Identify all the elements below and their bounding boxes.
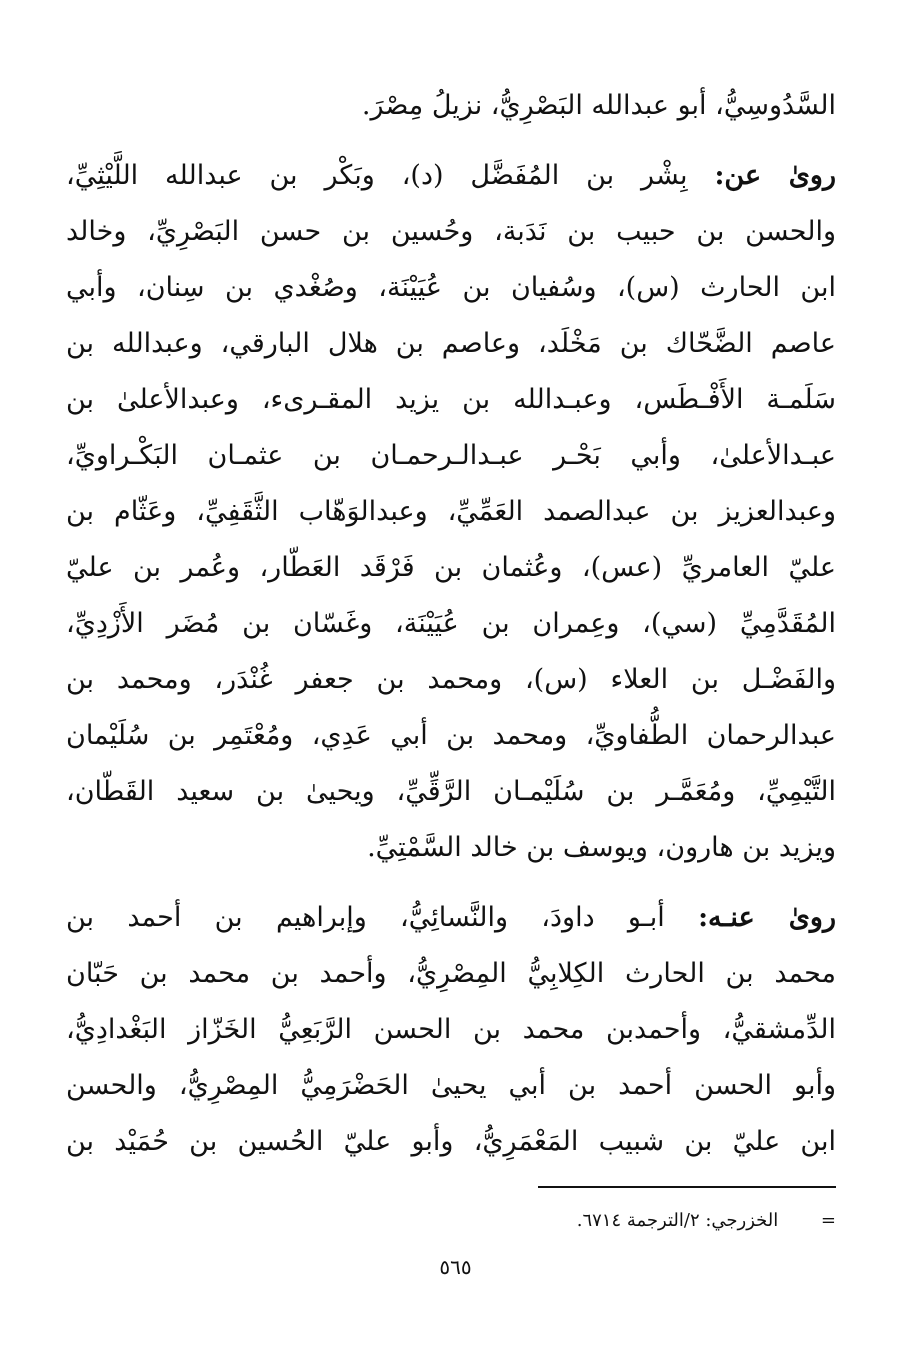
text-line: سَلَمـة الأَفْـطَس، وعبـدالله بن يزيد المقـرىء، وعبدالأعلىٰ بن	[66, 384, 836, 415]
narrated-from-line-10	[66, 652, 836, 708]
text-line: ابن الحارث (س)، وسُفيان بن عُيَيْنَة، وصُغْدي بن سِنان، وأبي	[66, 272, 836, 303]
narrated-from-line-8	[66, 540, 836, 596]
narrated-by-line-2	[66, 946, 836, 1002]
text-line: الدِّمشقيُّ، وأحمدبن محمد بن الحسن الرَّبَعِيُّ الخَزّاز البَغْدادِيُّ،	[66, 1014, 836, 1045]
text-line: عليّ العامريِّ (عس)، وعُثمان بن فَرْقَد العَطّار، وعُمر بن عليّ	[66, 552, 836, 583]
narrated-from-line-12	[66, 764, 836, 820]
text-line: والفَضْـل بن العلاء (س)، ومحمد بن جعفر غُنْدَر، ومحمد بن	[66, 664, 836, 695]
text-line: محمد بن الحارث الكِلابِيُّ المِصْرِيُّ، وأحمد بن محمد بن حَبّان	[66, 958, 836, 989]
narrated-from-line-13	[66, 820, 836, 876]
text-line: التَّيْمِيِّ، ومُعَمَّـر بن سُلَيْمـان الرَّقِّيِّ، ويحيىٰ بن سعيد القَطّان،	[66, 776, 836, 807]
footnote-marker: =	[820, 1210, 836, 1231]
footnote-text: الخزرجي: ٢/الترجمة ٦٧١٤.	[576, 1210, 779, 1231]
narrated-by-line-1	[66, 890, 836, 946]
text-line: ويزيد بن هارون، ويوسف بن خالد السَّمْتِيِّ.	[367, 832, 836, 863]
text-line: ابن عليّ بن شبيب المَعْمَرِيُّ، وأبو عليّ الحُسين بن حُمَيْد بن	[66, 1126, 836, 1157]
page-number: ٥٦٥	[439, 1255, 472, 1279]
text-line: المُقَدَّمِيِّ (سي)، وعِمران بن عُيَيْنَة، وغَسّان بن مُضَر الأَزْدِيِّ،	[66, 608, 836, 639]
text-line: وأبو الحسن أحمد بن أبي يحيىٰ الحَضْرَمِيُّ المِصْرِيُّ، والحسن	[66, 1070, 836, 1101]
narrated-by-line-5	[66, 1114, 836, 1170]
narrated-from-label: روىٰ عن:	[714, 160, 836, 191]
narrated-by-label: روىٰ عنـه:	[698, 902, 836, 933]
narrated-from-line-11	[66, 708, 836, 764]
narrated-from-line-4	[66, 316, 836, 372]
narrated-from-line-9	[66, 596, 836, 652]
narrated-from-line-2	[66, 204, 836, 260]
narrated-from-line-3	[66, 260, 836, 316]
narrated-from-line-6	[66, 428, 836, 484]
intro-line-text: السَّدُوسِيُّ، أبو عبدالله البَصْرِيُّ، نزيلُ مِصْرَ.	[361, 90, 836, 121]
intro-line	[66, 78, 836, 134]
text-line: عبـدالأعلىٰ، وأبي بَحْـر عبـدالـرحمـان بن عثمـان البَكْـراويِّ،	[66, 440, 836, 471]
narrated-by-line-4	[66, 1058, 836, 1114]
text-line: والحسن بن حبيب بن نَدَبة، وحُسين بن حسن البَصْرِيِّ، وخالد	[66, 216, 836, 247]
narrated-from-line-7	[66, 484, 836, 540]
narrated-by-first-line: أبـو داودَ، والنَّسائِيُّ، وإبراهيم بن أحمد بن	[66, 902, 665, 933]
text-line: عاصم الضَّحّاك بن مَخْلَد، وعاصم بن هلال البارقي، وعبدالله بن	[66, 328, 836, 359]
narrated-by-line-3	[66, 1002, 836, 1058]
footnote-divider	[538, 1186, 836, 1188]
narrated-from-line-1	[66, 148, 836, 204]
footnote	[276, 1207, 836, 1235]
text-line: عبدالرحمان الطُّفاويِّ، ومحمد بن أبي عَدِي، ومُعْتَمِر بن سُلَيْمان	[66, 720, 836, 751]
text-line: وعبدالعزيز بن عبدالصمد العَمِّيِّ، وعبدالوَهّاب الثَّقَفِيِّ، وعَثّام بن	[66, 496, 836, 527]
narrated-from-first-line: بِشْر بن المُفَضَّل (د)، وبَكْر بن عبدالله اللَّيْثِيِّ،	[66, 160, 688, 191]
narrated-from-line-5	[66, 372, 836, 428]
